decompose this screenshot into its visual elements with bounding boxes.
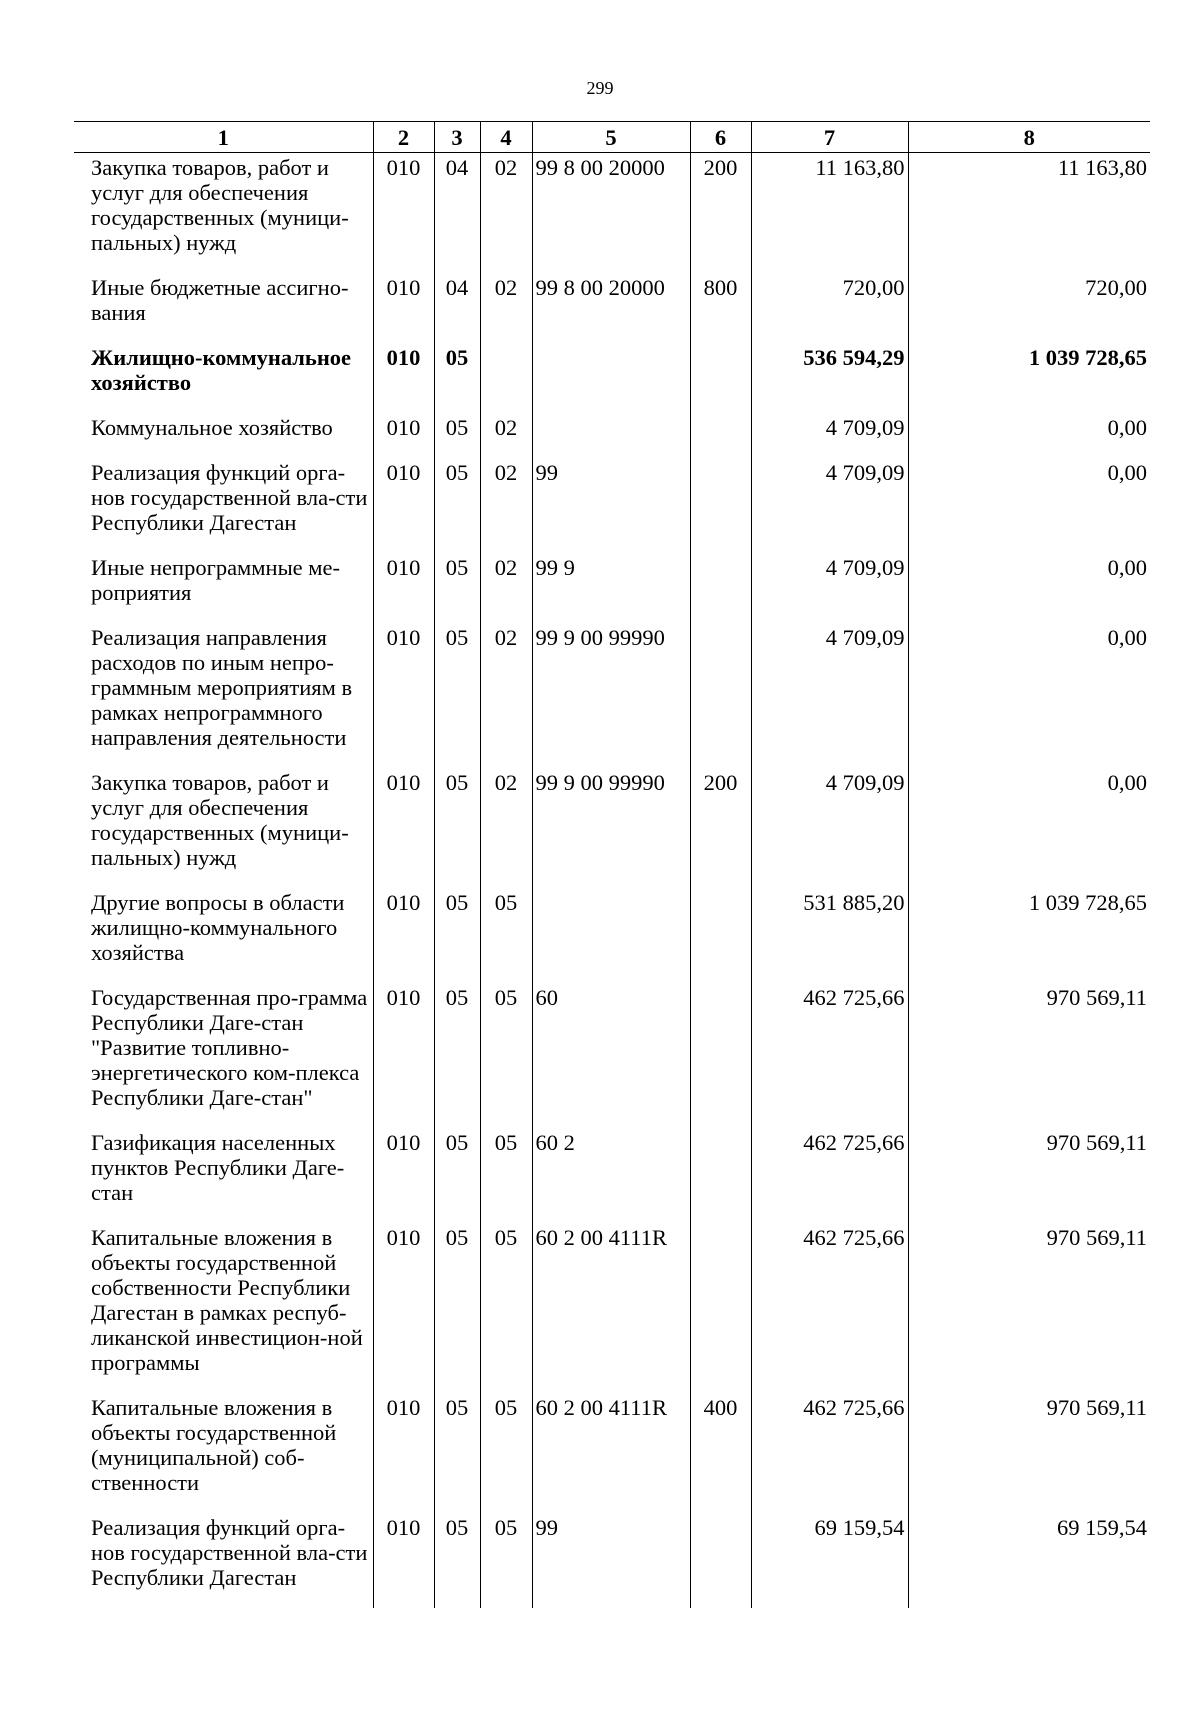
cell-subsection: 05 — [480, 983, 532, 1128]
cell-ministry-code: 010 — [373, 273, 434, 343]
table-row — [74, 1393, 1150, 1513]
table-row — [74, 458, 1150, 553]
cell-subsection — [480, 343, 532, 413]
table-row — [74, 153, 1150, 274]
column-header-3: 3 — [434, 122, 480, 153]
cell-ministry-code: 010 — [373, 1128, 434, 1223]
cell-target-article: 99 8 00 20000 — [532, 273, 690, 343]
column-header-1: 1 — [74, 122, 373, 153]
cell-expense-type — [690, 1513, 751, 1608]
cell-amount-col8: 0,00 — [908, 553, 1150, 623]
header-row — [74, 122, 1150, 153]
column-header-4: 4 — [480, 122, 532, 153]
cell-subsection: 02 — [480, 623, 532, 768]
cell-target-article: 99 — [532, 458, 690, 553]
cell-name: Другие вопросы в области жилищно-коммунального хозяйства — [91, 890, 345, 965]
column-header-5: 5 — [532, 122, 690, 153]
cell-subsection: 02 — [480, 553, 532, 623]
cell-ministry-code: 010 — [373, 553, 434, 623]
cell-ministry-code: 010 — [373, 983, 434, 1128]
column-header-2: 2 — [373, 122, 434, 153]
cell-section: 05 — [434, 343, 480, 413]
cell-expense-type — [690, 1223, 751, 1393]
cell-amount-col8: 970 569,11 — [908, 983, 1150, 1128]
cell-amount-col7: 11 163,80 — [751, 153, 908, 274]
cell-amount-col7: 4 709,09 — [751, 553, 908, 623]
cell-subsection: 02 — [480, 413, 532, 458]
cell-subsection: 05 — [480, 1393, 532, 1513]
cell-subsection: 05 — [480, 1223, 532, 1393]
cell-amount-col7: 531 885,20 — [751, 888, 908, 983]
cell-target-article: 99 9 00 99990 — [532, 623, 690, 768]
cell-target-article: 99 9 — [532, 553, 690, 623]
cell-subsection: 05 — [480, 1513, 532, 1608]
budget-table — [74, 121, 1150, 1608]
cell-amount-col7: 4 709,09 — [751, 623, 908, 768]
cell-amount-col8: 1 039 728,65 — [908, 888, 1150, 983]
cell-expense-type — [690, 888, 751, 983]
cell-target-article — [532, 888, 690, 983]
cell-expense-type — [690, 1128, 751, 1223]
cell-amount-col7: 4 709,09 — [751, 413, 908, 458]
cell-ministry-code: 010 — [373, 1223, 434, 1393]
cell-name: Капитальные вложения в объекты государственной собственности Республики Дагестан в рамках респуб-ликанской инвестицион-ной программы — [91, 1225, 363, 1375]
cell-amount-col8: 1 039 728,65 — [908, 343, 1150, 413]
cell-amount-col7: 4 709,09 — [751, 458, 908, 553]
table-row — [74, 273, 1150, 343]
page-number: 299 — [586, 78, 614, 98]
column-header-8: 8 — [908, 122, 1150, 153]
cell-amount-col8: 11 163,80 — [908, 153, 1150, 274]
column-header-7: 7 — [751, 122, 908, 153]
cell-subsection: 02 — [480, 768, 532, 888]
cell-amount-col8: 970 569,11 — [908, 1393, 1150, 1513]
cell-amount-col8: 0,00 — [908, 768, 1150, 888]
cell-expense-type: 800 — [690, 273, 751, 343]
cell-ministry-code: 010 — [373, 888, 434, 983]
table-row — [74, 623, 1150, 768]
table-row — [74, 343, 1150, 413]
cell-target-article: 99 — [532, 1513, 690, 1608]
cell-amount-col7: 536 594,29 — [751, 343, 908, 413]
cell-amount-col8: 720,00 — [908, 273, 1150, 343]
cell-amount-col7: 720,00 — [751, 273, 908, 343]
cell-ministry-code: 010 — [373, 623, 434, 768]
cell-name: Капитальные вложения в объекты государственной (муниципальной) соб-ственности — [91, 1395, 337, 1495]
cell-name: Жилищно-коммунальное хозяйство — [91, 345, 352, 395]
cell-name: Закупка товаров, работ и услуг для обеспечения государственных (муници-пальных) нужд — [91, 770, 349, 870]
cell-expense-type — [690, 413, 751, 458]
cell-subsection: 02 — [480, 458, 532, 553]
cell-expense-type — [690, 458, 751, 553]
cell-target-article: 99 8 00 20000 — [532, 153, 690, 274]
table-row — [74, 888, 1150, 983]
cell-expense-type — [690, 623, 751, 768]
cell-target-article: 60 — [532, 983, 690, 1128]
cell-name: Иные непрограммные ме-роприятия — [91, 555, 341, 605]
cell-section: 05 — [434, 983, 480, 1128]
cell-expense-type — [690, 983, 751, 1128]
cell-ministry-code: 010 — [373, 458, 434, 553]
cell-amount-col7: 69 159,54 — [751, 1513, 908, 1608]
cell-amount-col8: 0,00 — [908, 458, 1150, 553]
cell-section: 05 — [434, 1513, 480, 1608]
cell-section: 05 — [434, 623, 480, 768]
cell-amount-col8: 970 569,11 — [908, 1223, 1150, 1393]
cell-name: Закупка товаров, работ и услуг для обеспечения государственных (муници-пальных) нужд — [91, 155, 349, 255]
cell-subsection: 02 — [480, 153, 532, 274]
table-row — [74, 983, 1150, 1128]
cell-ministry-code: 010 — [373, 1513, 434, 1608]
cell-ministry-code: 010 — [373, 413, 434, 458]
cell-amount-col7: 4 709,09 — [751, 768, 908, 888]
cell-ministry-code: 010 — [373, 153, 434, 274]
cell-section: 04 — [434, 153, 480, 274]
cell-subsection: 02 — [480, 273, 532, 343]
cell-subsection: 05 — [480, 888, 532, 983]
cell-amount-col8: 0,00 — [908, 413, 1150, 458]
cell-ministry-code: 010 — [373, 768, 434, 888]
cell-section: 04 — [434, 273, 480, 343]
cell-section: 05 — [434, 1128, 480, 1223]
cell-section: 05 — [434, 1223, 480, 1393]
cell-amount-col8: 970 569,11 — [908, 1128, 1150, 1223]
cell-section: 05 — [434, 1393, 480, 1513]
cell-amount-col7: 462 725,66 — [751, 1393, 908, 1513]
cell-target-article: 60 2 — [532, 1128, 690, 1223]
table-row — [74, 413, 1150, 458]
cell-target-article — [532, 343, 690, 413]
cell-name: Реализация направления расходов по иным непро-граммным мероприятиям в рамках непрограммного направления деятельности — [91, 625, 353, 750]
cell-amount-col8: 69 159,54 — [908, 1513, 1150, 1608]
table-body — [74, 153, 1150, 1609]
cell-section: 05 — [434, 553, 480, 623]
cell-amount-col8: 0,00 — [908, 623, 1150, 768]
cell-amount-col7: 462 725,66 — [751, 1223, 908, 1393]
cell-subsection: 05 — [480, 1128, 532, 1223]
cell-name: Газификация населенных пунктов Республики Даге-стан — [91, 1130, 345, 1205]
cell-target-article — [532, 413, 690, 458]
cell-name: Реализация функций орга-нов государственной вла-сти Республики Дагестан — [91, 1515, 368, 1590]
cell-section: 05 — [434, 888, 480, 983]
cell-name: Иные бюджетные ассигно-вания — [91, 275, 349, 325]
cell-section: 05 — [434, 458, 480, 553]
cell-expense-type — [690, 553, 751, 623]
cell-ministry-code: 010 — [373, 1393, 434, 1513]
table-row — [74, 1223, 1150, 1393]
table-row — [74, 1513, 1150, 1608]
cell-name: Государственная про-грамма Республики Даге-стан "Развитие топливно-энергетического ком-плекса Республики Даге-стан" — [91, 985, 368, 1110]
cell-section: 05 — [434, 413, 480, 458]
table-header — [74, 122, 1150, 153]
cell-target-article: 99 9 00 99990 — [532, 768, 690, 888]
cell-ministry-code: 010 — [373, 343, 434, 413]
cell-amount-col7: 462 725,66 — [751, 983, 908, 1128]
cell-target-article: 60 2 00 4111R — [532, 1393, 690, 1513]
table-row — [74, 553, 1150, 623]
cell-expense-type — [690, 343, 751, 413]
cell-target-article: 60 2 00 4111R — [532, 1223, 690, 1393]
table-row — [74, 1128, 1150, 1223]
cell-name: Коммунальное хозяйство — [91, 415, 333, 440]
table-row — [74, 768, 1150, 888]
cell-expense-type: 200 — [690, 153, 751, 274]
cell-amount-col7: 462 725,66 — [751, 1128, 908, 1223]
cell-section: 05 — [434, 768, 480, 888]
cell-name: Реализация функций орга-нов государственной вла-сти Республики Дагестан — [91, 460, 368, 535]
cell-expense-type: 400 — [690, 1393, 751, 1513]
column-header-6: 6 — [690, 122, 751, 153]
cell-expense-type: 200 — [690, 768, 751, 888]
